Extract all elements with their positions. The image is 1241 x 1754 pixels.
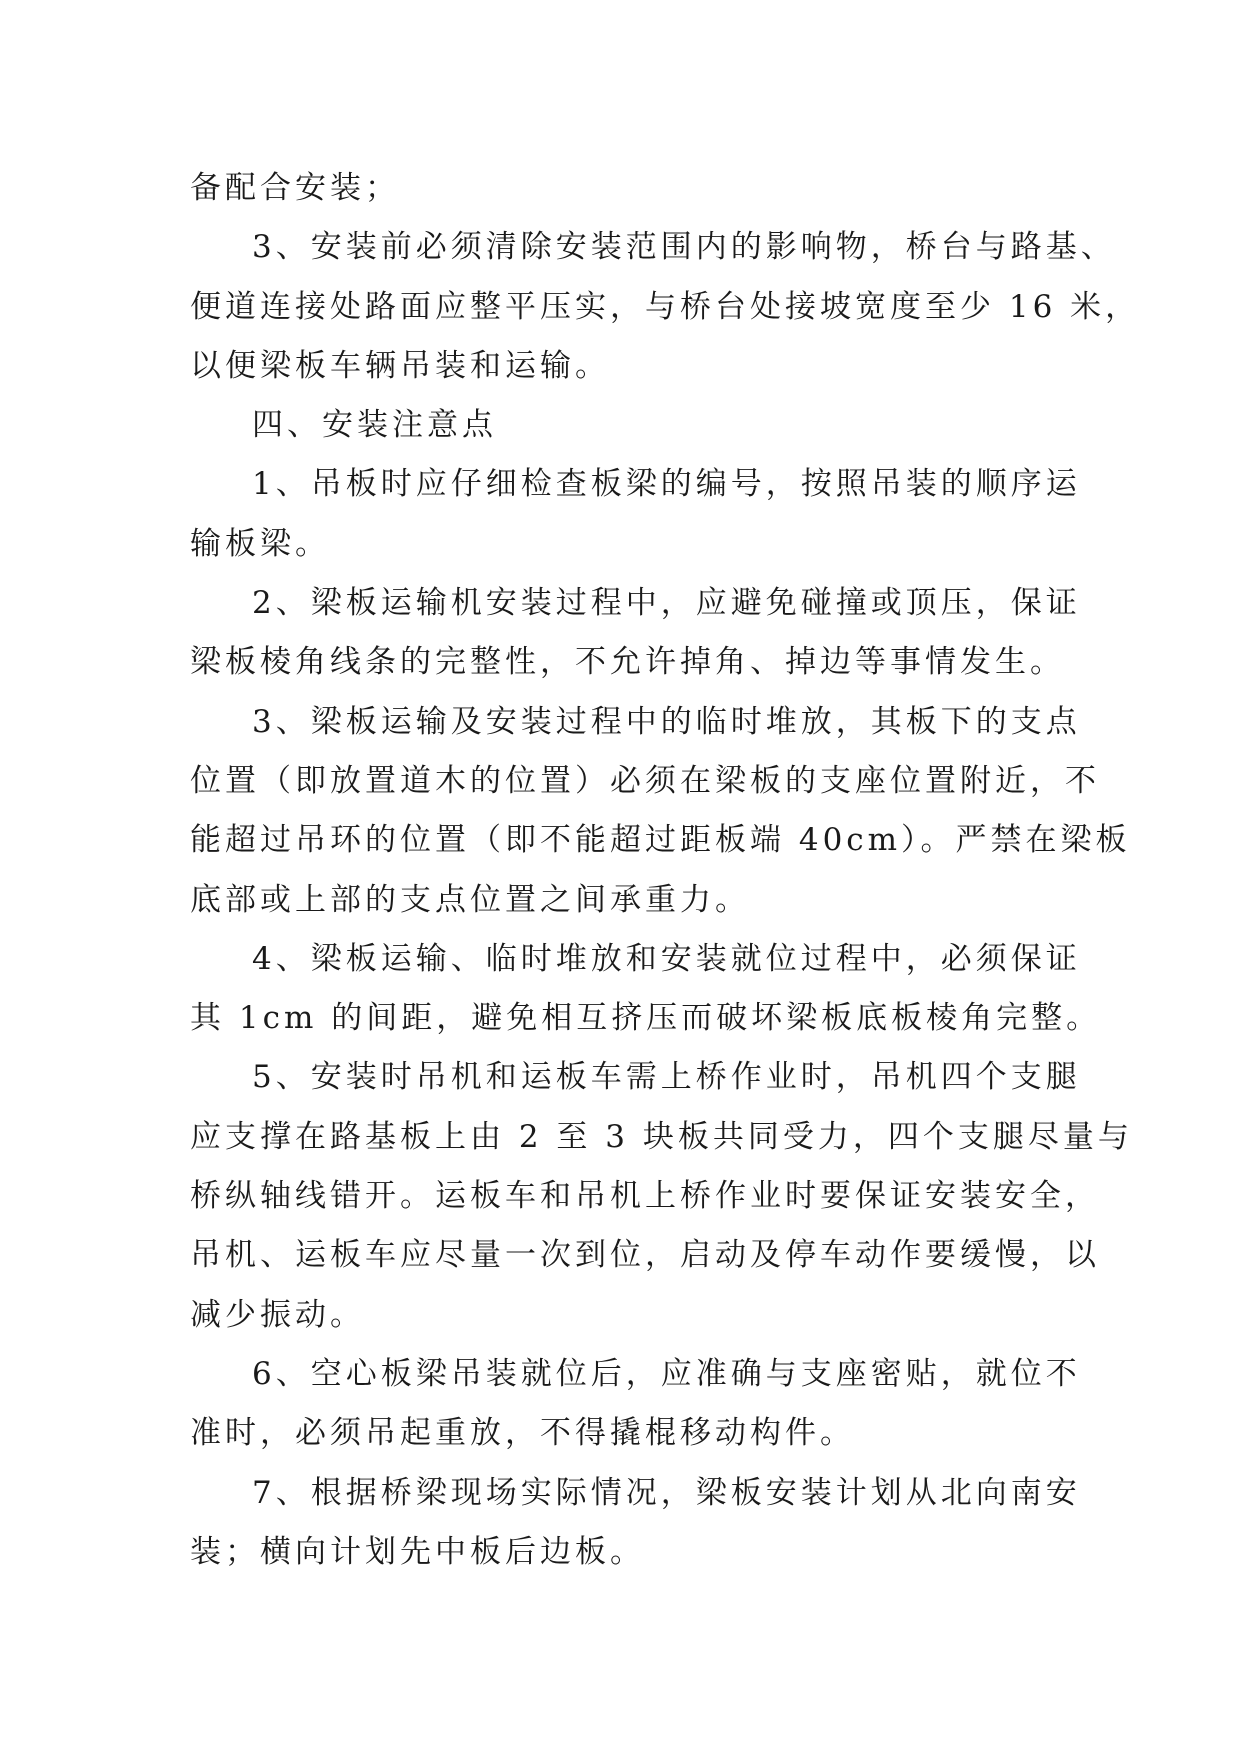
text-line: 7、根据桥梁现场实际情况，梁板安装计划从北向南安 [252,1474,1081,1511]
text-line: 2、梁板运输机安装过程中，应避免碰撞或顶压，保证 [252,585,1081,622]
text-line: 吊机、运板车应尽量一次到位，启动及停车动作要缓慢，以 [190,1237,1100,1274]
text-line: 装；横向计划先中板后边板。 [190,1533,645,1570]
text-line: 位置（即放置道木的位置）必须在梁板的支座位置附近，不 [190,762,1100,799]
text-line: 5、安装时吊机和运板车需上桥作业时，吊机四个支腿 [252,1059,1081,1096]
text-line: 应支撑在路基板上由 2 至 3 块板共同受力，四个支腿尽量与 [190,1118,1133,1155]
text-line: 输板梁。 [190,525,330,562]
body-text [190,159,1141,1582]
text-line: 3、安装前必须清除安装范围内的影响物，桥台与路基、 [252,229,1116,266]
text-line: 能超过吊环的位置（即不能超过距板端 40cm）。严禁在梁板 [190,822,1131,859]
text-line: 6、空心板梁吊装就位后，应准确与支座密贴，就位不 [252,1355,1081,1392]
text-line: 3、梁板运输及安装过程中的临时堆放，其板下的支点 [252,703,1081,740]
text-line: 准时，必须吊起重放，不得撬棍移动构件。 [190,1415,855,1452]
text-line: 桥纵轴线错开。运板车和吊机上桥作业时要保证安装安全， [190,1178,1100,1215]
text-line: 其 1cm 的间距，避免相互挤压而破坏梁板底板棱角完整。 [190,1000,1102,1037]
text-line: 1、吊板时应仔细检查板梁的编号，按照吊装的顺序运 [252,466,1081,503]
text-line: 备配合安装； [190,170,400,206]
text-line: 减少振动。 [190,1296,365,1333]
text-line: 4、梁板运输、临时堆放和安装就位过程中，必须保证 [252,940,1081,977]
text-line: 底部或上部的支点位置之间承重力。 [190,881,750,918]
text-line: 便道连接处路面应整平压实，与桥台处接坡宽度至少 16 米， [190,288,1141,325]
text-line: 梁板棱角线条的完整性，不允许掉角、掉边等事情发生。 [190,644,1065,681]
text-line: 以便梁板车辆吊装和运输。 [190,347,610,384]
section-heading: 四、安装注意点 [252,407,497,444]
